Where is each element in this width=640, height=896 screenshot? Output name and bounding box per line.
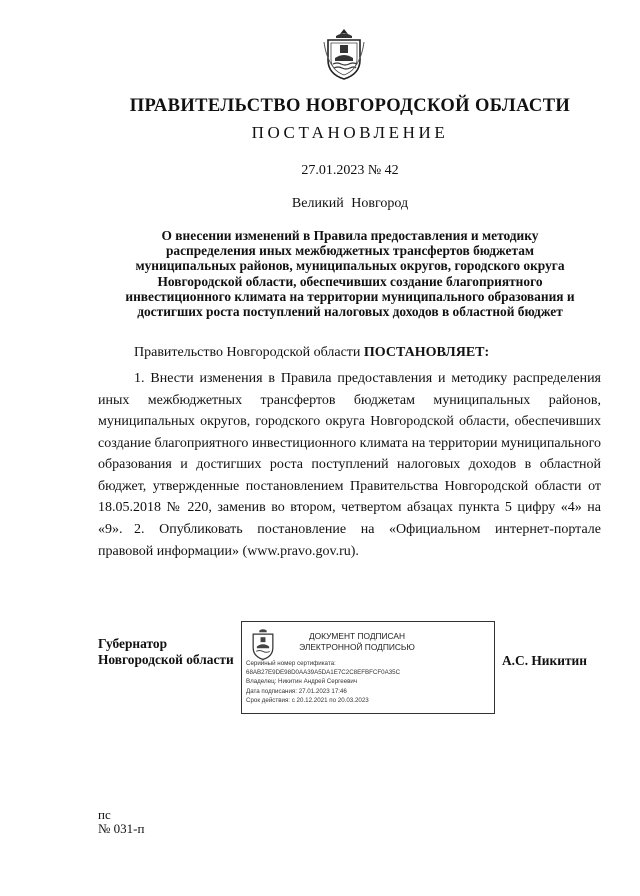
signatory-role-line: Новгородской области: [98, 652, 234, 667]
stamp-title: [292, 631, 422, 653]
document-type: ПОСТАНОВЛЕНИЕ: [251, 123, 449, 142]
footer-code: № 031-п: [98, 821, 145, 836]
subject-line: распределения иных межбюджетных трансфертов бюджетам: [165, 243, 535, 259]
preamble-decree: ПОСТАНОВЛЯЕТ:: [363, 345, 490, 360]
organization-title: ПРАВИТЕЛЬСТВО НОВГОРОДСКОЙ ОБЛАСТИ: [129, 96, 571, 116]
document-city: Великий Новгород: [291, 196, 409, 211]
subject-line: О внесении изменений в Правила предоставления и методику: [161, 228, 539, 243]
stamp-title-line: ЭЛЕКТРОННОЙ ПОДПИСЬЮ: [299, 642, 415, 652]
stamp-details: [246, 659, 492, 705]
subject-line: инвестиционного климата на территории муниципального образования и: [125, 288, 575, 304]
stamp-title-line: ДОКУМЕНТ ПОДПИСАН: [308, 631, 406, 641]
signatory-role-line: Губернатор: [98, 636, 168, 651]
electronic-signature-stamp: [241, 621, 495, 714]
footer-initials: пс: [98, 807, 111, 822]
preamble-text: Правительство Новгородской области: [134, 345, 364, 360]
novgorod-coat-of-arms-icon: [322, 28, 366, 80]
preamble: [98, 342, 601, 364]
paragraph-1: 1. Внести изменения в Правила предоставления и методику распределения иных межбюджетных трансфертов бюджетам муниципальных районов, муниципальных округов, городского округа Новгородской области, обеспечивших создание благоприятного инвестиционного климата на территории муниципального образования и достигших роста поступлений налоговых доходов в областной бюджет, утвержденные постановлением Правительства Новгородской области от 18.05.2018 № 220, заменив во втором, четвертом абзацах пункта 5 цифру «4» на «9».: [98, 371, 601, 537]
stamp-coat-of-arms-icon: [248, 628, 278, 660]
subject-line: Новгородской области, обеспечивших создание благоприятного: [157, 273, 543, 289]
stamp-detail-line: Владелец: Никитин Андрей Сергеевич: [246, 678, 358, 686]
stamp-detail-line: Срок действия: с 20.12.2021 по 20.03.2023: [246, 696, 369, 704]
stamp-detail-line: Серийный номер сертификата:: [246, 660, 336, 667]
subject-line: достигших роста поступлений налоговых доходов в областной бюджет: [137, 304, 563, 320]
document-date-number: 27.01.2023 № 42: [301, 163, 399, 178]
subject-line: муниципальных районов, муниципальных округов, городского округа: [135, 258, 565, 274]
document-subject: [110, 228, 590, 319]
stamp-detail-line: 68AB27E9DE98D0AA39A5DA1E7C2C8EFBFCF0A35C: [246, 669, 401, 677]
signatory-name: А.С. Никитин: [502, 653, 587, 668]
stamp-detail-line: Дата подписания: 27.01.2023 17:46: [246, 687, 347, 695]
document-footer: [98, 808, 144, 836]
signatory-role: [98, 636, 234, 668]
paragraph-2: 2. Опубликовать постановление на «Официальном интернет-портале правовой информации» (www.pravo.gov.ru).: [98, 522, 601, 559]
